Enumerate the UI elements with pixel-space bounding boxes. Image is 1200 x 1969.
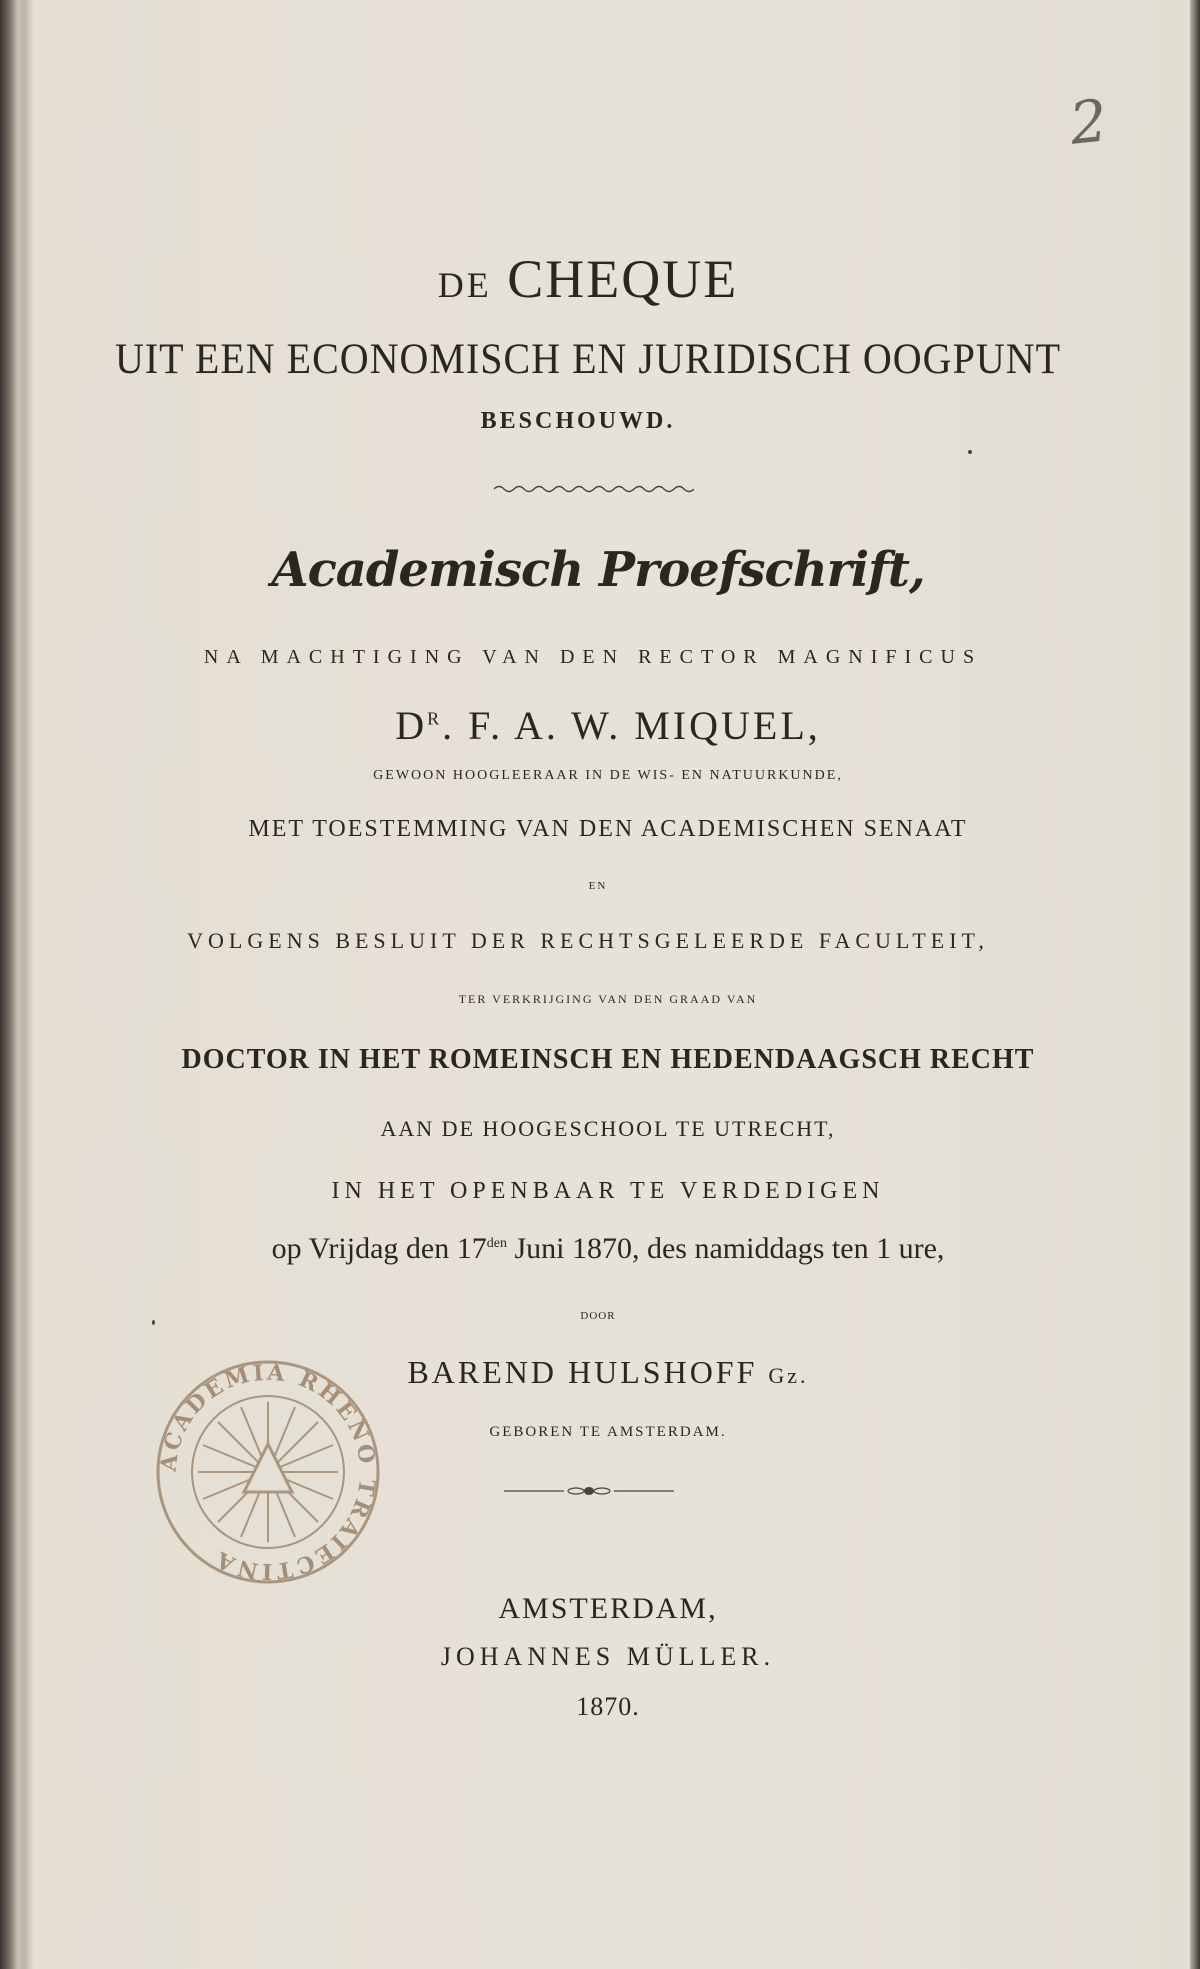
door-line: DOOR	[580, 1310, 616, 1322]
date-line	[88, 1232, 1128, 1266]
en-line: EN	[588, 880, 608, 892]
faculty-line: VOLGENS BESLUIT DER RECHTSGELEERDE FACULTEIT,	[187, 928, 989, 953]
dissertation-heading: Academisch Proefschrift,	[271, 542, 925, 598]
university-line: AAN DE HOOGESCHOOL TE UTRECHT,	[380, 1116, 836, 1141]
wavy-divider	[494, 482, 694, 496]
date-pre: op Vrijdag den 17	[271, 1232, 487, 1265]
title-page	[28, 30, 1188, 1969]
date-post: Juni 1870, des namiddags ten 1 ure,	[506, 1232, 945, 1265]
imprint-city: AMSTERDAM,	[498, 1592, 718, 1625]
senate-line: MET TOESTEMMING VAN DEN ACADEMISCHEN SENAAT	[248, 816, 968, 842]
rector-title: GEWOON HOOGLEERAAR IN DE WIS- EN NATUURKUNDE,	[373, 768, 843, 783]
author-suffix: Gz.	[768, 1363, 809, 1388]
degree-line: DOCTOR IN HET ROMEINSCH EN HEDENDAAGSCH RECHT	[181, 1044, 1035, 1075]
rector-name: . F. A. W. MIQUEL,	[442, 703, 821, 748]
defend-line: IN HET OPENBAAR TE VERDEDIGEN	[331, 1178, 885, 1204]
title-line-1	[148, 248, 1028, 310]
author-birth: GEBOREN TE AMSTERDAM.	[489, 1424, 727, 1440]
degree-intro: TER VERKRIJGING VAN DEN GRAAD VAN	[458, 992, 758, 1006]
paper-speck	[968, 450, 972, 454]
title-line-3: BESCHOUWD.	[480, 408, 676, 434]
date-sup: den	[486, 1236, 507, 1251]
imprint-publisher: JOHANNES MÜLLER.	[440, 1642, 776, 1671]
stamp-text: ACADEMIA RHENO TRAIECTINA	[155, 1359, 381, 1585]
author-name: BAREND HULSHOFF	[407, 1354, 769, 1390]
ornament-divider	[504, 1484, 674, 1498]
rector-prefix-sup: R	[427, 708, 443, 729]
rector-prefix: D	[395, 703, 428, 748]
rector-line	[118, 702, 1098, 749]
paper-speck	[152, 1320, 155, 1325]
title-article: DE	[437, 265, 492, 305]
title-cheque: CHEQUE	[507, 249, 739, 309]
library-stamp	[148, 1352, 388, 1592]
authorisation-line: NA MACHTIGING VAN DEN RECTOR MAGNIFICUS	[203, 646, 983, 668]
title-line-2: UIT EEN ECONOMISCH EN JURIDISCH OOGPUNT	[114, 334, 1062, 383]
imprint-year: 1870.	[576, 1692, 640, 1721]
handwritten-page-number: 2	[1066, 86, 1111, 158]
